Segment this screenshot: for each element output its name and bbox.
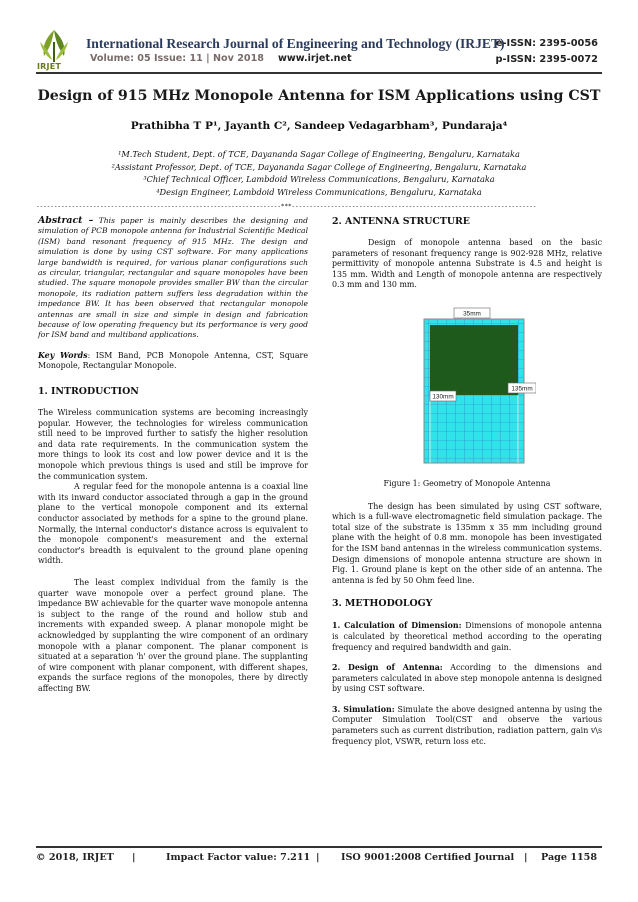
methodology-heading: 3. METHODOLOGY	[332, 598, 433, 610]
section-divider: ---------------------------------------------------------------------***---------------------------------------------------------------------	[36, 202, 537, 210]
journal-title: International Research Journal of Engineering and Technology (IRJET)	[86, 36, 505, 51]
step-3-label: 3. Simulation:	[332, 704, 395, 714]
footer-separator-1: |	[132, 852, 136, 863]
volume-issue: Volume: 05 Issue: 11 | Nov 2018	[90, 53, 264, 64]
abstract-label: Abstract –	[38, 215, 94, 226]
step-2-text: According to the dimensions and parameters calculated in above step monopole antenna is designed by using CST software.	[332, 663, 602, 694]
keywords	[38, 351, 308, 372]
affiliation-1: ¹M.Tech Student, Dept. of TCE, Dayananda Sagar College of Engineering, Bengaluru, Karnataka	[118, 149, 520, 159]
figure-caption: Figure 1: Geometry of Monopole Antenna	[383, 478, 551, 488]
footer-separator-2: |	[316, 852, 320, 863]
journal-website-link[interactable]: www.irjet.net	[278, 53, 352, 64]
label-35mm: 35mm	[463, 310, 481, 318]
structure-paragraph-1: Design of monopole antenna based on the basic parameters of resonant frequency range is 902-928 MHz, relative permittivity of monopole antenna Substrate is 4.5 and height is 135 mm. Width and Length of monopole antenna are respectively 0.3 mm and 130 mm.	[332, 238, 602, 290]
abstract-text: This paper is mainly describes the designing and simulation of PCB monopole antenna for Industrial Scientific Medical (ISM) band resonant frequency of 915 MHz. The design and simulation is done by using CST software. For many applications large bandwidth is required, for various planar configurations such as circular, triangular, rectangular and square monopoles have been studied. The square monopole provides smaller BW than the circular monopole, its radiation pattern suffers less degradation within the impedance BW. It has been observed that rectangular monopole antennas are small in size and simple in design and fabrication because of low operating frequency but its performance is very good for ISM band and multiband applications.	[38, 216, 308, 340]
methodology-step-1	[332, 621, 602, 653]
footer-copyright: © 2018, IRJET	[36, 852, 114, 863]
affiliation-4: ⁴Design Engineer, Lambdoid Wireless Communications, Bengaluru, Karnataka	[156, 186, 482, 197]
abstract	[38, 216, 308, 341]
logo-text: IRJET	[37, 62, 62, 71]
step-1-label: 1. Calculation of Dimension:	[332, 621, 462, 631]
footer-page-number: Page 1158	[541, 852, 598, 863]
structure-paragraph-2: The design has been simulated by using CST software, which is a full-wave electromagnetic field simulation package. The total size of the substrate is 135mm x 35 mm including ground plane with the height of 0.8 mm. monopole has been investigated for the ISM band antennas in the wireless communication systems. Design dimensions of monopole antenna structure are shown in Fig. 1. Ground plane is kept on the other side of an antenna. The antenna is fed by 50 Ohm feed line.	[332, 501, 602, 585]
intro-paragraph-1: The Wireless communication systems are becoming increasingly popular. However, the technologies for wireless communication still need to be improved further to satisfy the higher resolution and data rate requirements. In the communication system the more things to look its cost and low power device and it is the monopole which previous things is used and still be improve for the communication system.	[38, 408, 308, 481]
intro-heading: 1. INTRODUCTION	[38, 386, 139, 398]
footer-impact-factor: Impact Factor value: 7.211	[166, 852, 311, 863]
methodology-step-2	[332, 663, 602, 695]
footer-iso: ISO 9001:2008 Certified Journal	[341, 852, 515, 863]
label-130mm: 130mm	[432, 393, 454, 401]
left-column	[38, 216, 308, 695]
paper-title: Design of 915 MHz Monopole Antenna for ISM Applications using CST	[37, 88, 601, 104]
affiliation-3: ³Chief Technical Officer, Lambdoid Wireless Communications, Bengaluru, Karnataka	[143, 174, 495, 184]
affiliation-2: ²Assistant Professor, Dept. of TCE, Dayananda Sagar College of Engineering, Bengaluru, Karnataka	[111, 161, 527, 172]
p-issn: p-ISSN: 2395-0072	[495, 54, 598, 65]
paper-authors: Prathibha T P¹, Jayanth C², Sandeep Vedagarbham³, Pundaraja⁴	[130, 120, 508, 132]
header-rule	[36, 72, 602, 74]
step-3-text: Simulate the above designed antenna by using the Computer Simulation Tool(CST and observe the various parameters such as current distribution, radiation pattern, gain v\s frequency plot, VSWR, return loss etc.	[332, 704, 602, 746]
antenna-geometry-drawing	[410, 305, 536, 469]
step-1-text: Dimensions of monopole antenna is calculated by theoretical method according to the operating frequency and required bandwidth and gain.	[332, 621, 602, 652]
footer-rule	[36, 846, 602, 848]
label-135mm: 135mm	[511, 385, 533, 393]
step-2-label: 2. Design of Antenna:	[332, 663, 443, 673]
intro-paragraph-2: A regular feed for the monopole antenna is a coaxial line with its inward conductor associated through a gap in the ground plane to the vertical monopole component and its external conductor associated by methods for a spine to the ground plane. Normally, the internal conductor's distance across is equivalent to the monopole component's measurement and the external conductor's breadth is equivalent to the ground plane opening width.	[38, 482, 308, 566]
e-issn: e-ISSN: 2395-0056	[495, 38, 598, 49]
structure-heading: 2. ANTENNA STRUCTURE	[332, 216, 470, 227]
right-column	[332, 216, 602, 747]
keywords-label: Key Words	[38, 350, 88, 360]
footer-separator-3: |	[524, 852, 528, 863]
keywords-text: : ISM Band, PCB Monopole Antenna, CST, Square Monopole, Rectangular Monopole.	[38, 350, 309, 371]
antenna-geometry-figure	[410, 305, 536, 469]
methodology-step-3	[332, 705, 602, 747]
intro-paragraph-3: The least complex individual from the family is the quarter wave monopole over a perfect ground plane. The impedance BW achievable for the quarter wave monopole antenna is subject to the range of the round and hollow stub and increments with expanded sweep. A planar monopole might be acknowledged by supplanting the wire component of an ordinary monopole with a planar component. The planar component is situated at a separation 'h' over the ground plane. The supplanting of wire component with planar component, with different shapes, expands the surface regions of the monopoles, there by directly affecting BW.	[38, 577, 308, 693]
